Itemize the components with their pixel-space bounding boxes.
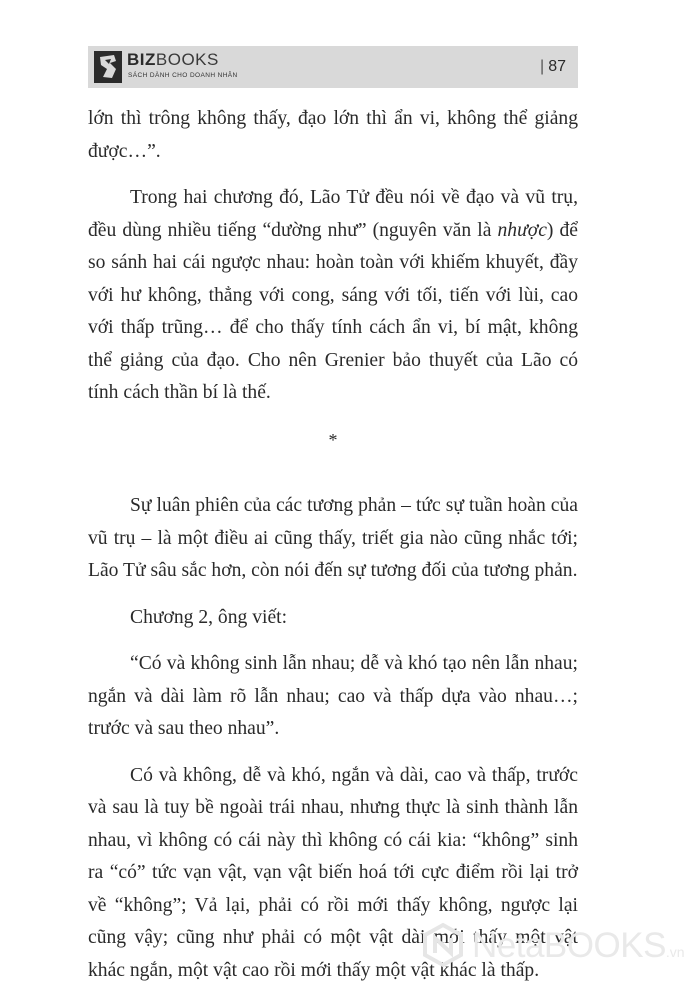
brand-name: [127, 50, 219, 70]
paragraph-2-part-a: Trong hai chương đó, Lão Tử đều nói về đạo và vũ trụ, đều dùng nhiều tiếng “dường như” (nguyên văn là: [88, 187, 578, 241]
page-body: [88, 103, 578, 1001]
bizbooks-logo-icon: [94, 51, 122, 83]
watermark-name: NetaBOOKS: [472, 926, 666, 965]
paragraph-4: Chương 2, ông viết:: [130, 606, 288, 628]
brand-rest: BOOKS: [155, 50, 219, 69]
running-header: [88, 46, 578, 88]
watermark-suffix: .vn: [665, 944, 685, 960]
netabooks-logo-icon: [420, 922, 466, 968]
italic-term: nhược: [497, 219, 547, 241]
paragraph-6: Có và không, dễ và khó, ngắn và dài, cao và thấp, trước và sau là tuy bề ngoài trái nhau, nhưng thực là sinh thành lẫn nhau, vì không có cái này thì không có cái kia: “không” sinh ra “có” tức vạn vật, vạn vật biến hoá tới cực điểm rồi lại trở về “không”; Vả lại, phải có rồi mới thấy không, ngược lại cũng vậy; cũng như phải có một vật dài mới thấy một vật khác ngắn, một vật cao rồi mới thấy một vật khác là thấp.: [88, 764, 578, 981]
paragraph-1: lớn thì trông không thấy, đạo lớn thì ẩn vi, không thể giảng được…”.: [88, 108, 578, 162]
paragraph-3: Sự luân phiên của các tương phản – tức sự tuần hoàn của vũ trụ – là một điều ai cũng thấy, triết gia nào cũng nhắc tới; Lão Tử sâu sắc hơn, còn nói đến sự tương đối của tương phản.: [88, 495, 578, 581]
quote-paragraph: “Có và không sinh lẫn nhau; dễ và khó tạo nên lẫn nhau; ngắn và dài làm rõ lẫn nhau; cao và thấp dựa vào nhau…; trước và sau theo nhau”.: [88, 653, 578, 739]
page-number: 87: [548, 58, 566, 75]
watermark-text: [472, 926, 685, 972]
brand-bold: BIZ: [127, 50, 156, 69]
brand-tagline: SÁCH DÀNH CHO DOANH NHÂN: [128, 72, 238, 79]
paragraph-2-part-b: ) để so sánh hai cái ngược nhau: hoàn toàn với khiếm khuyết, đầy với hư không, thẳng với cong, sáng với tối, tiến với lùi, cao với thấp trũng… để cho thấy tính cách ẩn vi, bí mật, không thể giảng của đạo. Cho nên Grenier bảo thuyết của Lão có tính cách thần bí là thế.: [88, 219, 578, 403]
page-number-block: [540, 57, 566, 77]
watermark: [420, 920, 690, 972]
section-separator: *: [328, 429, 338, 450]
paragraph-2: [88, 182, 578, 410]
page-separator: |: [540, 58, 545, 75]
